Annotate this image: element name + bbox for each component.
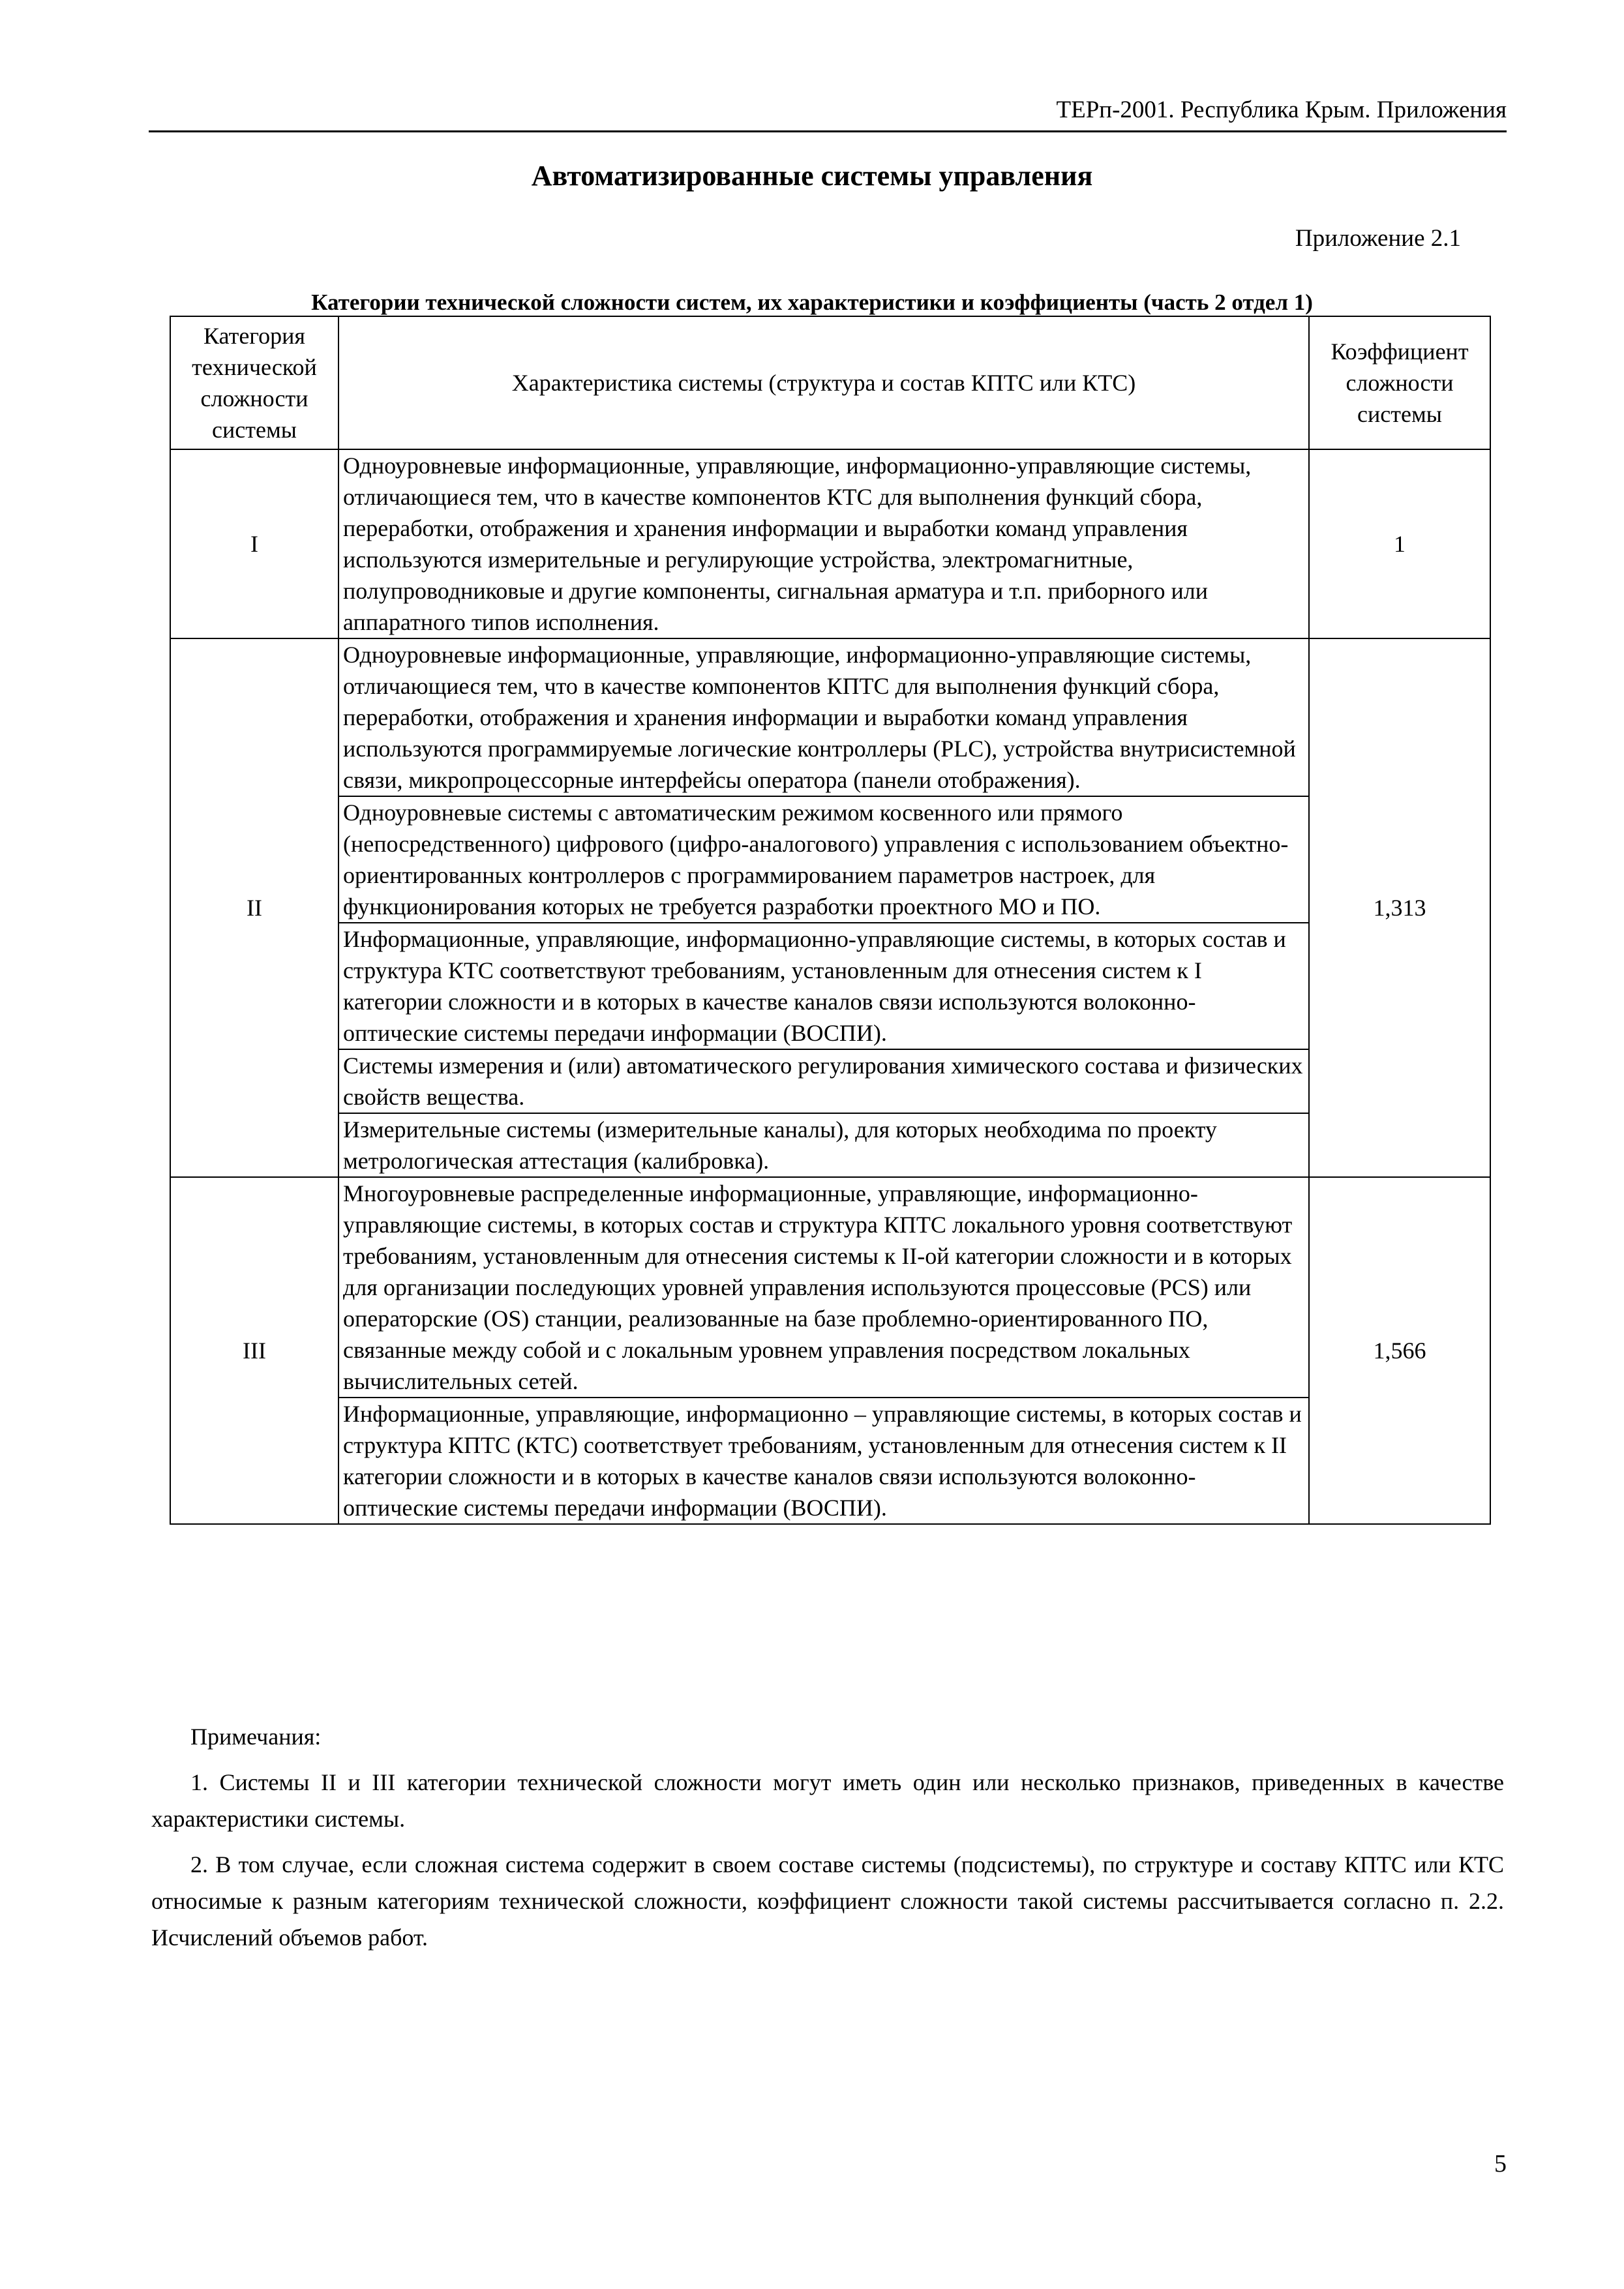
description-cell: Информационные, управляющие, информационно – управляющие системы, в которых состав и структура КПТС (КТС) соответствует требованиям, установленным для отнесения систем к II категории сложности и в которых в качестве каналов связи используются волоконно-оптические системы передачи информации (ВОСПИ). — [338, 1398, 1309, 1524]
description-cell: Одноуровневые информационные, управляющие, информационно-управляющие системы, отличающиеся тем, что в качестве компонентов КПТС для выполнения функций сбора, переработки, отображения и хранения информации и выработки команд управления используются программируемые логические контроллеры (PLC), устройства внутрисистемной связи, микропроцессорные интерфейсы оператора (панели отображения). — [338, 638, 1309, 796]
table-caption: Категории технической сложности систем, их характеристики и коэффициенты (часть 2 отдел 1) — [311, 290, 1313, 315]
header-characteristic: Характеристика системы (структура и состав КПТС или КТС) — [338, 316, 1309, 449]
description-cell: Одноуровневые системы с автоматическим режимом косвенного или прямого (непосредственного) цифрового (цифро-аналогового) управления с использованием объектно-ориентированных контроллеров с программированием параметров настроек, для функционирования которых не требуется разработки проектного МО и ПО. — [338, 796, 1309, 923]
table-row — [170, 1049, 1490, 1113]
header-divider — [149, 130, 1507, 132]
header-coefficient: Коэффициент сложности системы — [1309, 316, 1490, 449]
notes-title: Примечания: — [190, 1724, 322, 1750]
table-row — [170, 1177, 1490, 1398]
table-row — [170, 449, 1490, 638]
table-row — [170, 923, 1490, 1049]
category-cell-ii: II — [170, 638, 338, 1177]
description-cell: Системы измерения и (или) автоматического регулирования химического состава и физических свойств вещества. — [338, 1049, 1309, 1113]
description-cell: Многоуровневые распределенные информационные, управляющие, информационно-управляющие системы, в которых состав и структура КПТС локального уровня соответствуют требованиям, установленным для отнесения системы к II-ой категории сложности и в которых для организации последующих уровней управления используются процессовые (PCS) или операторские (OS) станции, реализованные на базе проблемно-ориентированного ПО, связанные между собой и с локальным уровнем управления посредством локальных вычислительных сетей. — [338, 1177, 1309, 1398]
complexity-table — [170, 316, 1491, 1525]
notes-section — [151, 1718, 1504, 1965]
coefficient-cell-iii: 1,566 — [1309, 1177, 1490, 1524]
table-header-row — [170, 316, 1490, 449]
description-cell: Информационные, управляющие, информационно-управляющие системы, в которых состав и структура КТС соответствуют требованиям, установленным для отнесения систем к I категории сложности и в которых в качестве каналов связи используются волоконно-оптические системы передачи информации (ВОСПИ). — [338, 923, 1309, 1049]
description-cell: Измерительные системы (измерительные каналы), для которых необходима по проекту метрологическая аттестация (калибровка). — [338, 1113, 1309, 1177]
table-row — [170, 796, 1490, 923]
note-item: 2. В том случае, если сложная система содержит в своем составе системы (подсистемы), по структуре и составу КПТС или КТС относимые к разным категориям технической сложности, коэффициент сложности такой системы рассчитывается согласно п. 2.2. Исчислений объемов работ. — [151, 1851, 1504, 1951]
category-cell-i: I — [170, 449, 338, 638]
table-row — [170, 1113, 1490, 1177]
description-cell: Одноуровневые информационные, управляющие, информационно-управляющие системы, отличающиеся тем, что в качестве компонентов КТС для выполнения функций сбора, переработки, отображения и хранения информации и выработки команд управления используются измерительные и регулирующие устройства, электромагнитные, полупроводниковые и другие компоненты, сигнальная арматура и т.п. приборного или аппаратного типов исполнения. — [338, 449, 1309, 638]
coefficient-cell-ii: 1,313 — [1309, 638, 1490, 1177]
header-category: Категория технической сложности системы — [170, 316, 338, 449]
note-item: 1. Системы II и III категории технической сложности могут иметь один или несколько признаков, приведенных в качестве характеристики системы. — [151, 1769, 1504, 1832]
table-row — [170, 1398, 1490, 1524]
table-row — [170, 638, 1490, 796]
coefficient-cell-i: 1 — [1309, 449, 1490, 638]
category-cell-iii: III — [170, 1177, 338, 1524]
running-header: ТЕРп-2001. Республика Крым. Приложения — [1056, 97, 1507, 123]
page-number: 5 — [1494, 2150, 1507, 2177]
page-title: Автоматизированные системы управления — [531, 160, 1093, 192]
appendix-label: Приложение 2.1 — [1295, 225, 1461, 252]
